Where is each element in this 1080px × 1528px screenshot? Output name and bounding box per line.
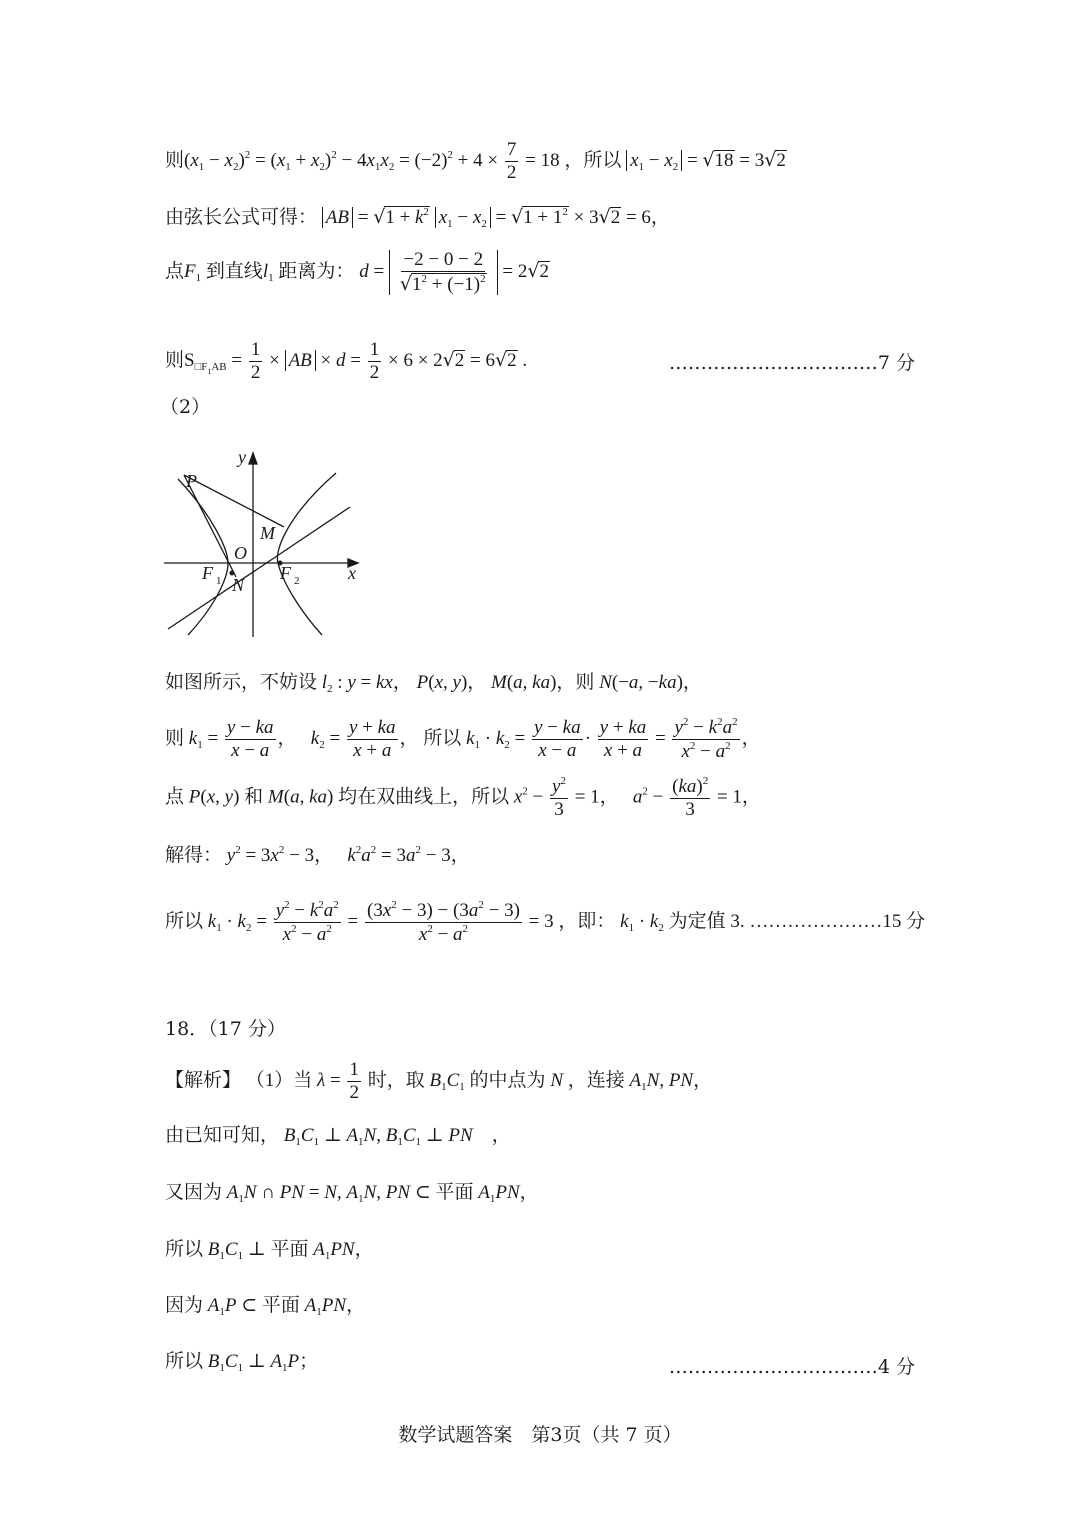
label-m: M [260,523,275,543]
line-e-suffix: ，即： [558,910,616,932]
equation-line-4: 则$S_{□F_1AB}$ = $\frac{1}{2}$ × AB × d = $\frac{1}{2}$ × 6 × 2√2 = 6√2 . [165,339,528,383]
hyperbola-figure [160,445,370,641]
q18-line-4: 所以 $B_1C_1$ ⊥ 平面 $A_1PN$， [165,1239,374,1262]
part2-label: （2） [160,396,211,418]
y-axis-arrow [249,453,257,464]
part2-line-c: 点 P(x, y) 和 M(a, ka) 均在双曲线上，所以 $x^2$ − $\frac{y^2}{3}$ = 1， $a^2$ − $\frac{(ka)^2}{3}$ = 1， [165,775,761,820]
label-y: y [238,447,246,467]
q18-line1-c: 的中点为 [469,1069,546,1091]
line-e-prefix: 所以 [165,910,204,932]
q18-line5-plane: 平面 [261,1295,300,1316]
line3-mid2: 距离为： [278,260,355,282]
line-e-end: 为定值 3. [668,910,745,932]
hyperbola-left-branch [178,479,228,635]
q18-line-2: 由已知可知， $B_1C_1$ ⊥ $A_1N$, $B_1C_1$ ⊥ PN ， [165,1125,511,1148]
label-p: P [186,471,197,491]
label-n: N [232,575,245,595]
part2-line-b: 则 $k_1$ = $\frac{y - ka}{x - a}$ ， $k_2$ = $\frac{y + ka}{x + a}$ ， 所以 $k_1 \cdot k_2$ = $\frac{y - ka}{x - a}$ · $\frac{y + ka}{x + a}$ = $\frac{y^2 - k^2a^2}{x^2 - a^2}$ ， [165,716,761,762]
line3-mid1: 到直线 [205,260,263,282]
line-d-prefix: 解得： [165,845,223,866]
line-l2 [168,507,350,629]
label-f2: F [280,563,291,583]
q18-line6-prefix: 所以 [165,1351,204,1372]
score-15: …………………15 分 [749,910,926,932]
q18-line4-plane: 平面 [270,1239,309,1260]
label-f1: F [202,563,213,583]
q18-line2-prefix: 由已知可知， [165,1125,280,1146]
q18-line-5: 因为 $A_1P$ ⊂ 平面 $A_1PN$， [165,1295,366,1318]
line1-suffix: ，所以 [564,149,622,171]
equation-line-3: 点$F_1$ 到直线$l_1$ 距离为： d = $\frac{-2 - 0 - 2}{√1^2 + (-1)^2}$ = 2√2 [165,249,549,295]
q18-line4-prefix: 所以 [165,1239,204,1260]
q18-line3-prefix: 又因为 [165,1182,223,1203]
q18-line1-a: （1）当 [245,1069,313,1091]
page-footer: 数学试题答案 第3页（共 7 页） [398,1424,682,1446]
label-x: x [348,563,356,583]
hyperbola-right-branch [277,473,336,635]
equation-line-2: 由弦长公式可得： AB = $√1 + k^2$ $x_1 - x_2 = √1 + 1^2 \times 3√2 = 6$， [165,206,670,230]
line-pm [184,475,284,527]
analysis-label: 【解析】 [165,1069,242,1091]
label-o: O [234,543,247,563]
q18-line1-d: ，连接 [567,1069,625,1091]
line2-prefix: 由弦长公式可得： [165,207,318,228]
line4-prefix: 则 [165,349,185,371]
q18-header: 18．（17 分） [165,1018,286,1040]
score-7: ……………………………7 分 [668,352,915,374]
equation-line-1: 则$(x_1 - x_2)^2 = (x_1 + x_2)^2 - 4x_1x_2 = (-2)^2 + 4$ × $\frac{7}{2}$ = 18 ，所以 $x_1 - x_2 = √18 = 3√2$ [165,139,786,183]
line3-prefix: 点 [165,260,185,282]
q18-line-3: 又因为 $A_1N$ ∩ PN = N, $A_1N$, PN ⊂ 平面 $A_1PN$， [165,1182,539,1205]
line-b-text: 所以 [423,727,462,749]
q18-line3-plane: 平面 [435,1182,474,1203]
label-f1-sub: 1 [216,575,222,587]
q18-line-1: 【解析】 （1）当 λ = $\frac{1}{2}$ 时，取 $B_1C_1$ 的中点为 N ，连接 $A_1N$, PN， [165,1059,713,1103]
part2-line-e: 所以 $k_1 \cdot k_2$ = $\frac{y^2 - k^2a^2}{x^2 - a^2}$ = $\frac{(3x^2 - 3) - (3a^2 - 3)}{x^2 - a^2}$ = 3 ，即： $k_1 \cdot k_2$ 为定值 3. …………………15 分 [165,899,926,945]
q18-line5-prefix: 因为 [165,1295,204,1316]
part2-line-a: 如图所示，不妨设 $l_2$ : y = kx， P(x, y)， M(a, ka)，则 N(−a, −ka)， [165,672,702,695]
label-f2-sub: 2 [294,575,300,587]
q18-line1-b: 时，取 [367,1069,425,1091]
q18-line-6: 所以 $B_1C_1$ ⊥ $A_1P$； [165,1351,319,1374]
line-a-text: 如图所示，不妨设 [165,672,318,693]
line-c-prefix: 点 [165,786,185,808]
line-c-mid: 均在双曲线上，所以 [338,786,510,808]
part2-line-d: 解得： $y^2 = 3x^2 - 3$， $k^2a^2 = 3a^2 - 3$， [165,844,470,866]
score-4: ……………………………4 分 [668,1356,915,1378]
